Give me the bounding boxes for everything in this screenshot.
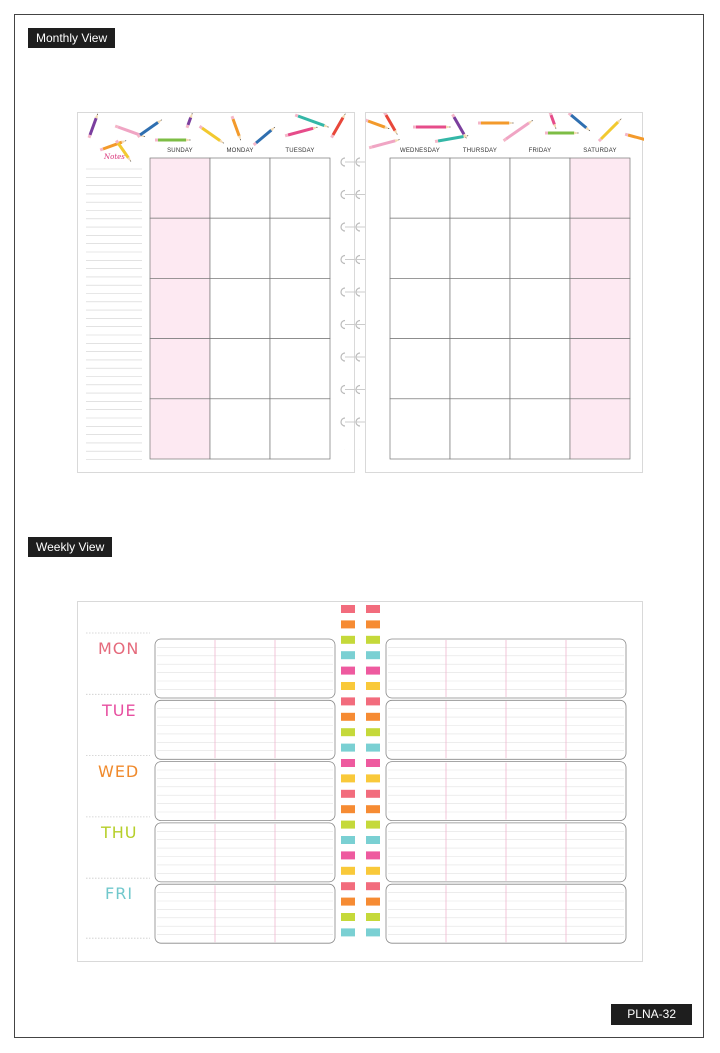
ring-left <box>341 774 355 782</box>
pencil <box>186 113 194 128</box>
pencil <box>568 113 591 132</box>
calendar-cell <box>210 399 270 459</box>
calendar-cell <box>390 399 450 459</box>
ring-left <box>341 667 355 675</box>
calendar-cell <box>570 158 630 218</box>
ring-right <box>366 697 380 705</box>
day-header-tuesday: TUESDAY <box>285 148 315 154</box>
ring-left <box>341 928 355 936</box>
day-box-left <box>155 639 335 698</box>
monthly-left-art <box>78 113 356 474</box>
calendar-cell <box>210 158 270 218</box>
calendar-cell <box>450 399 510 459</box>
pencil <box>383 113 399 136</box>
pencil <box>285 126 319 138</box>
ring-left <box>341 697 355 705</box>
calendar-cell <box>510 399 570 459</box>
ring-left <box>341 605 355 613</box>
ring-right <box>366 774 380 782</box>
calendar-cell <box>450 339 510 399</box>
calendar-cell <box>570 339 630 399</box>
calendar-cell <box>450 218 510 278</box>
day-box-left <box>155 700 335 759</box>
ring-right <box>366 728 380 736</box>
monthly-grid-left <box>150 158 330 459</box>
calendar-cell <box>150 339 210 399</box>
monthly-right-art <box>366 113 644 474</box>
calendar-cell <box>510 339 570 399</box>
ring-right <box>366 667 380 675</box>
pencil <box>549 113 558 130</box>
ring-right <box>366 682 380 690</box>
ring-right <box>366 713 380 721</box>
calendar-cell <box>570 218 630 278</box>
day-header-friday: FRIDAY <box>528 148 552 154</box>
calendar-cell <box>390 339 450 399</box>
ring-right <box>366 651 380 659</box>
weekday-fri: FRI <box>105 884 134 903</box>
day-box-left <box>155 884 335 943</box>
ring-left <box>341 913 355 921</box>
weekly-spread <box>77 601 643 962</box>
calendar-cell <box>270 339 330 399</box>
weekday-thu: THU <box>101 823 138 842</box>
ring-left <box>341 713 355 721</box>
ring-right <box>366 851 380 859</box>
pencil <box>366 119 390 131</box>
ring-left <box>341 636 355 644</box>
calendar-cell <box>150 399 210 459</box>
pencil <box>253 126 276 146</box>
pencil <box>231 116 243 141</box>
ring-right <box>366 836 380 844</box>
calendar-cell <box>150 158 210 218</box>
pencil <box>435 134 469 143</box>
pencil <box>137 118 163 138</box>
notes-title: Notes <box>104 153 125 161</box>
calendar-cell <box>210 339 270 399</box>
monthly-grid-right <box>390 158 630 459</box>
weekday-mon: MON <box>98 639 140 658</box>
ring-left <box>341 728 355 736</box>
day-box-right <box>386 762 626 821</box>
pencil <box>155 139 191 142</box>
day-header-sunday: SUNDAY <box>167 148 193 154</box>
ring-left <box>341 821 355 829</box>
ring-right <box>366 821 380 829</box>
pencil <box>413 126 451 129</box>
day-header-wednesday: WEDNESDAY <box>399 148 441 154</box>
day-header-monday: MONDAY <box>226 148 254 154</box>
ring-right <box>366 898 380 906</box>
pencil-decoration <box>366 113 644 149</box>
calendar-cell <box>270 399 330 459</box>
ring-left <box>341 836 355 844</box>
calendar-cell <box>570 399 630 459</box>
calendar-cell <box>450 278 510 338</box>
ring-left <box>341 805 355 813</box>
pencil <box>625 133 644 143</box>
ring-right <box>366 636 380 644</box>
calendar-cell <box>270 158 330 218</box>
calendar-cell <box>390 158 450 218</box>
day-box-left <box>155 762 335 821</box>
ring-left <box>341 851 355 859</box>
ring-right <box>366 790 380 798</box>
pencil <box>115 125 146 139</box>
day-box-right <box>386 700 626 759</box>
calendar-cell <box>570 278 630 338</box>
ring-left <box>341 682 355 690</box>
calendar-cell <box>510 278 570 338</box>
weekday-tue: TUE <box>102 701 137 720</box>
ring-left <box>341 651 355 659</box>
ring-left <box>341 882 355 890</box>
calendar-cell <box>390 278 450 338</box>
day-box-right <box>386 823 626 882</box>
monthly-view-label: Monthly View <box>28 28 115 48</box>
ring-right <box>366 882 380 890</box>
calendar-cell <box>390 218 450 278</box>
ring-left <box>341 620 355 628</box>
weekly-view-label: Weekly View <box>28 537 112 557</box>
ring-right <box>366 928 380 936</box>
monthly-right-page <box>365 112 643 473</box>
pencil <box>478 122 514 125</box>
ring-left <box>341 867 355 875</box>
pencil <box>330 113 347 138</box>
calendar-cell <box>270 218 330 278</box>
ring-left <box>341 744 355 752</box>
calendar-cell <box>450 158 510 218</box>
ring-left <box>341 790 355 798</box>
ring-right <box>366 759 380 767</box>
weekday-wed: WED <box>98 762 140 781</box>
pencil <box>199 125 225 145</box>
ring-right <box>366 620 380 628</box>
day-header-saturday: SATURDAY <box>583 148 617 154</box>
calendar-cell <box>510 158 570 218</box>
day-header-thursday: THURSDAY <box>462 148 498 154</box>
calendar-cell <box>210 278 270 338</box>
ring-right <box>366 805 380 813</box>
ring-left <box>341 759 355 767</box>
monthly-left-page <box>77 112 355 473</box>
calendar-cell <box>150 278 210 338</box>
weekly-art <box>78 602 644 963</box>
product-code: PLNA-32 <box>611 1004 692 1025</box>
ring-right <box>366 605 380 613</box>
pencil-decoration <box>88 113 347 163</box>
pencil <box>88 113 100 138</box>
pencil <box>545 132 579 135</box>
calendar-cell <box>150 218 210 278</box>
calendar-cell <box>210 218 270 278</box>
ring-right <box>366 913 380 921</box>
pencil <box>598 117 623 142</box>
ring-right <box>366 744 380 752</box>
calendar-cell <box>510 218 570 278</box>
ring-left <box>341 898 355 906</box>
ring-right <box>366 867 380 875</box>
day-box-left <box>155 823 335 882</box>
day-box-right <box>386 639 626 698</box>
day-box-right <box>386 884 626 943</box>
pencil <box>295 114 330 129</box>
calendar-cell <box>270 278 330 338</box>
